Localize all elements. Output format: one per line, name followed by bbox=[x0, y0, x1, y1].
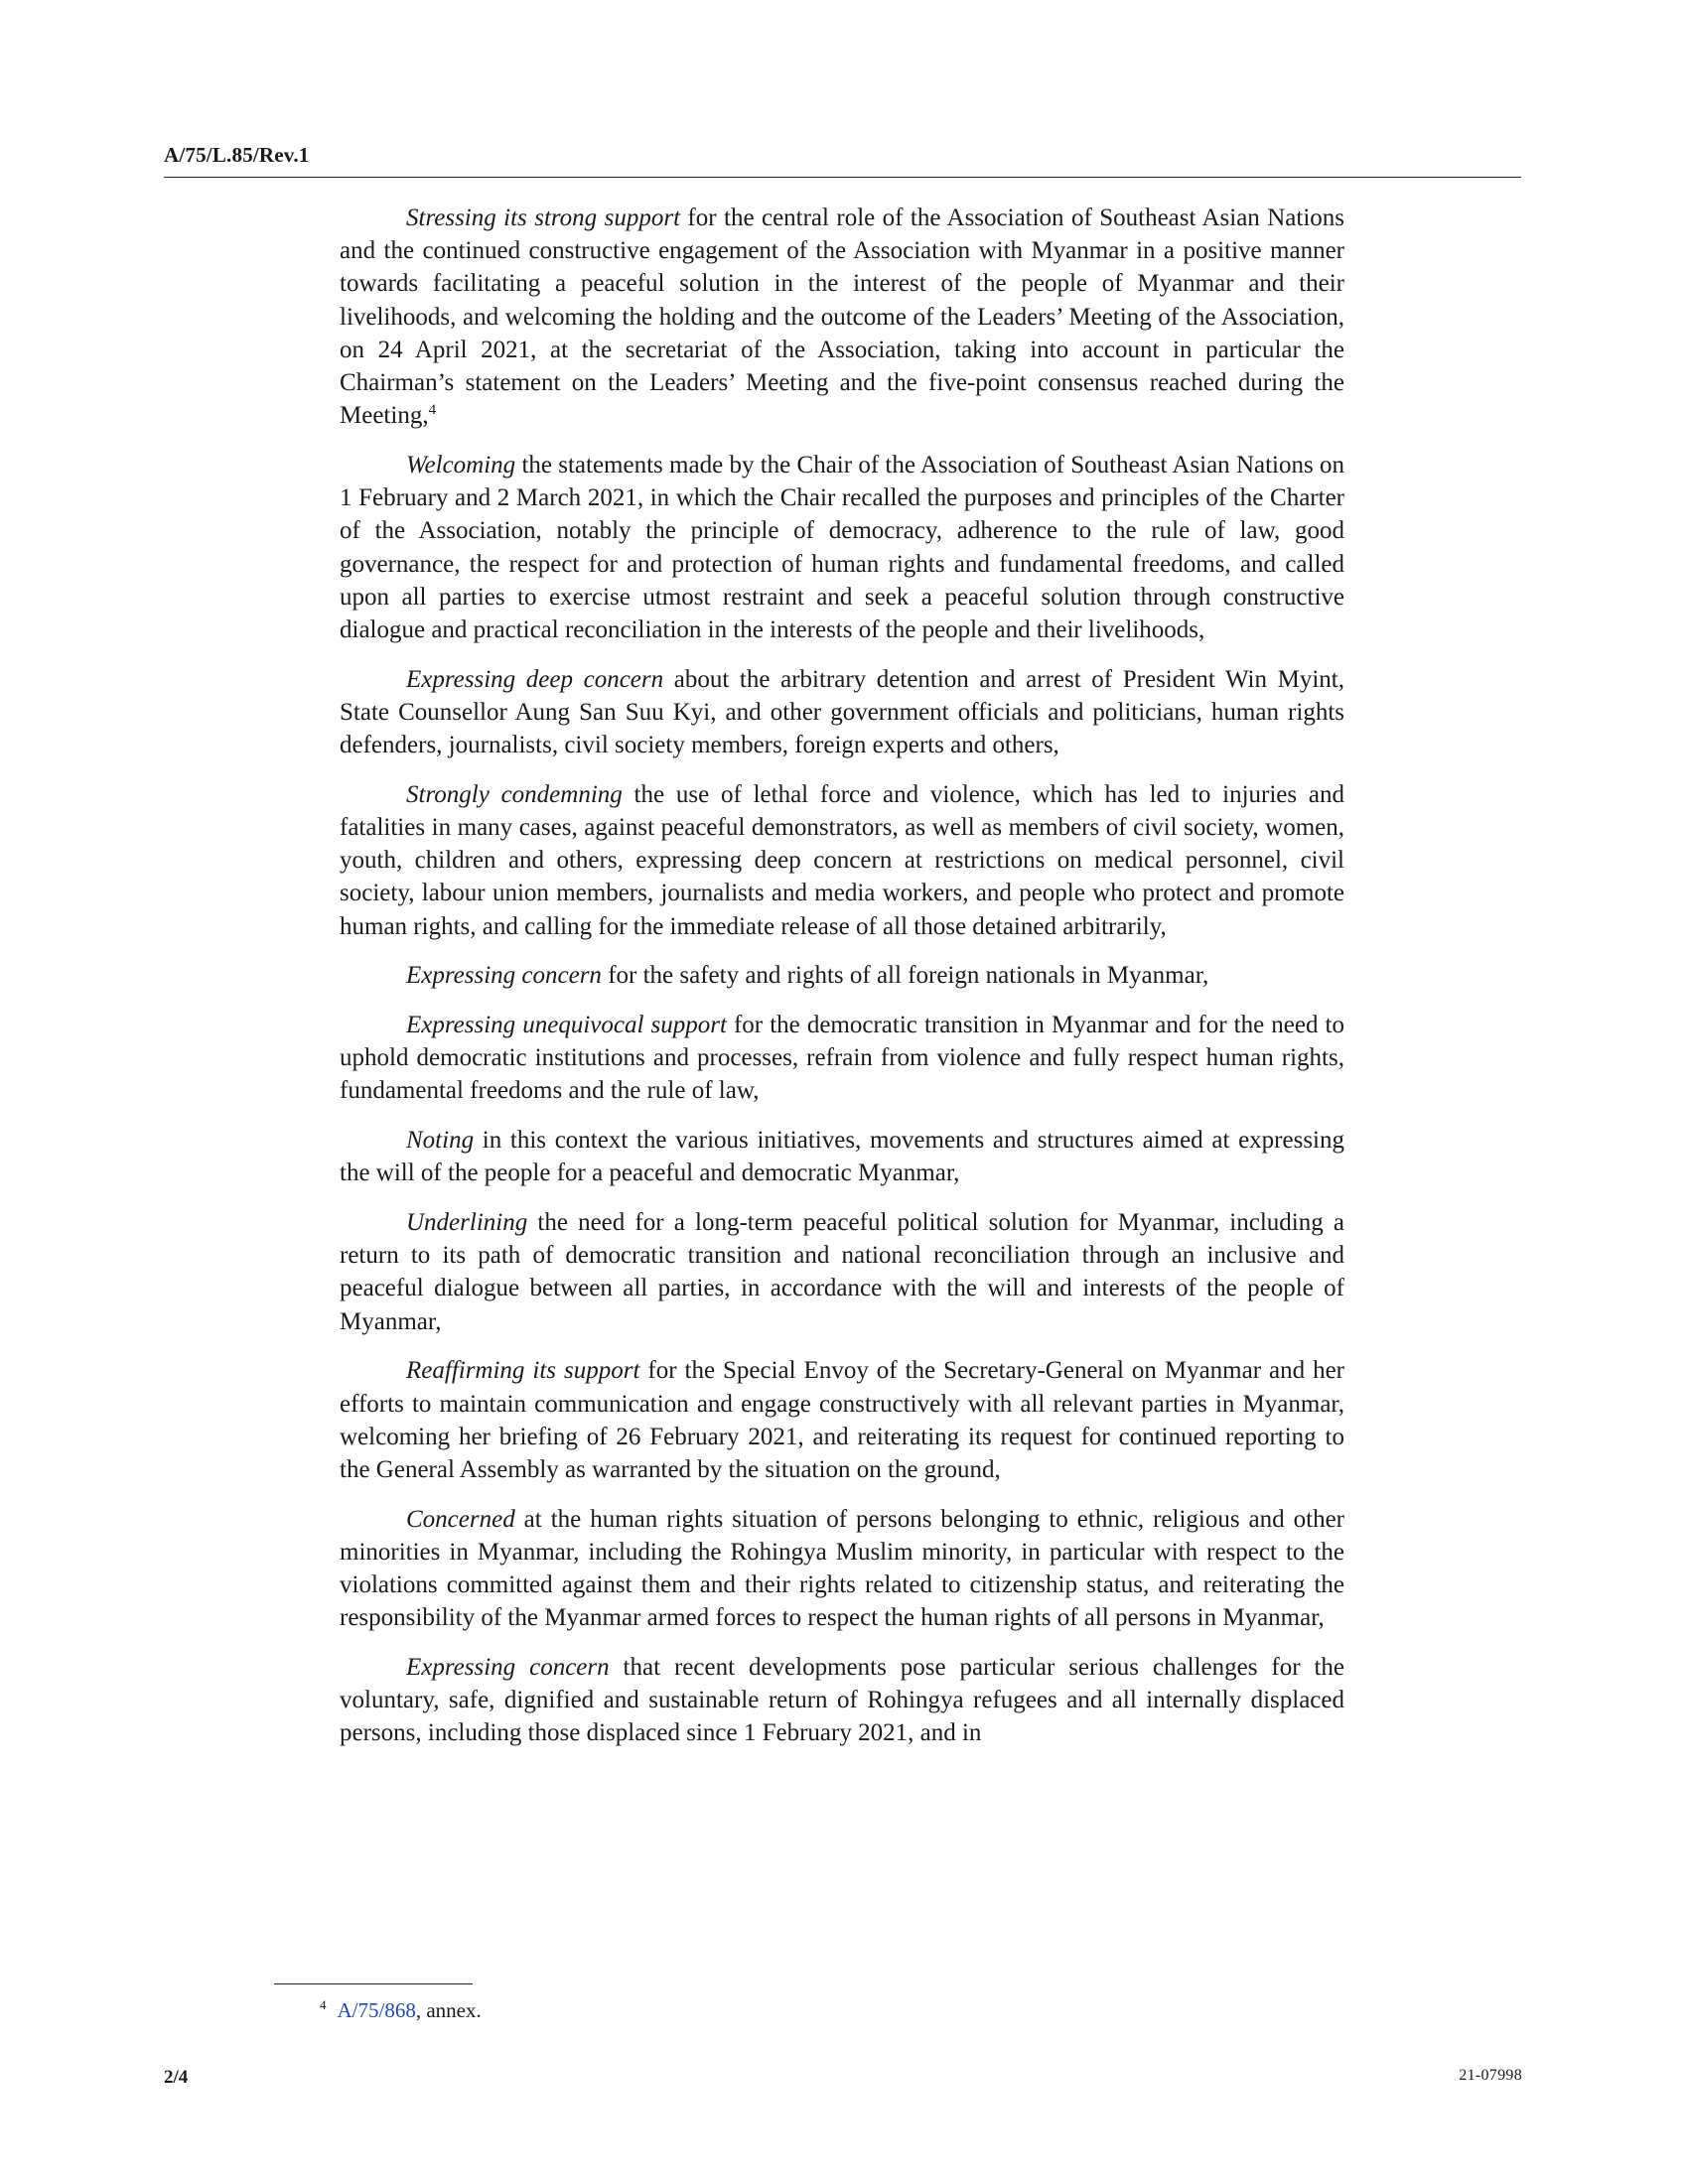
paragraph-lead: Expressing deep concern bbox=[406, 665, 664, 693]
paragraph-text: about the arbitrary detention and arrest of President Win Myint, State Counsellor Aung San Suu Kyi, and other government officials and politicians, human rights defenders, journalists, civil society members, foreign experts and others, bbox=[340, 665, 1344, 759]
paragraph-lead: Expressing unequivocal support bbox=[406, 1011, 727, 1038]
paragraph-underlining bbox=[340, 1206, 1344, 1338]
paragraph-text: the need for a long-term peaceful political solution for Myanmar, including a return to its path of democratic transition and national reconciliation through an inclusive and peaceful dialogue between all parties, in accordance with the will and interests of the people of Myanmar, bbox=[340, 1208, 1344, 1335]
footnote-number: 4 bbox=[320, 1997, 327, 2012]
paragraph-lead: Expressing concern bbox=[406, 962, 602, 990]
paragraph-text: for the Special Envoy of the Secretary-General on Myanmar and her efforts to maintain communication and engage constructively with all relevant parties in Myanmar, welcoming her briefing of 26 February 2021, and reiterating its request for continued reporting to the General Assembly as warranted by the situation on the ground, bbox=[340, 1357, 1344, 1483]
footnote-reference[interactable]: 4 bbox=[428, 402, 437, 419]
paragraph-foreign-nationals bbox=[340, 959, 1344, 992]
paragraph-text: in this context the various initiatives, movements and structures aimed at expressing the will of the people for a peaceful and democratic Myanmar, bbox=[340, 1127, 1344, 1187]
paragraph-noting bbox=[340, 1124, 1344, 1189]
paragraph-condemning bbox=[340, 778, 1344, 943]
paragraph-lead: Underlining bbox=[406, 1208, 528, 1236]
document-number: 21-07998 bbox=[1459, 2067, 1522, 2084]
paragraph-special-envoy bbox=[340, 1354, 1344, 1486]
paragraph-text: the use of lethal force and violence, which has led to injuries and fatalities in many cases, against peaceful demonstrators, as well as members of civil society, women, youth, children and others, expressing deep concern at restrictions on medical personnel, civil society, labour union members, journalists and media workers, and people who protect and promote human rights, and calling for the immediate release of all those detained arbitrarily, bbox=[340, 780, 1344, 940]
paragraph-lead: Noting bbox=[406, 1127, 475, 1155]
document-symbol: A/75/L.85/Rev.1 bbox=[164, 143, 310, 167]
footnote bbox=[320, 1997, 482, 2023]
header-divider bbox=[164, 177, 1521, 178]
footnote-text: , annex. bbox=[415, 1998, 482, 2022]
paragraph-lead: Concerned bbox=[406, 1505, 515, 1533]
paragraph-text: for the safety and rights of all foreign nationals in Myanmar, bbox=[601, 962, 1209, 990]
paragraph-deep-concern bbox=[340, 663, 1344, 762]
page-number: 2/4 bbox=[164, 2067, 189, 2088]
footnote-divider bbox=[274, 1983, 473, 1984]
paragraph-minorities bbox=[340, 1503, 1344, 1635]
paragraph-refugee-return bbox=[340, 1651, 1344, 1750]
paragraph-welcoming bbox=[340, 449, 1344, 646]
paragraph-lead: Welcoming bbox=[406, 451, 516, 478]
paragraph-lead: Expressing concern bbox=[406, 1653, 610, 1681]
paragraph-text: for the democratic transition in Myanmar and for the need to uphold democratic institutions and processes, refrain from violence and fully respect human rights, fundamental freedoms and the rule of law, bbox=[340, 1011, 1344, 1105]
paragraph-lead: Reaffirming its support bbox=[406, 1357, 640, 1385]
paragraph-asean-support bbox=[340, 202, 1344, 432]
paragraph-text: that recent developments pose particular serious challenges for the voluntary, safe, dignified and sustainable return of Rohingya refugees and all internally displaced persons, including those displaced since 1 February 2021, and in bbox=[340, 1653, 1345, 1747]
paragraph-lead: Stressing its strong support bbox=[406, 205, 681, 231]
paragraph-democratic-transition bbox=[340, 1009, 1344, 1108]
document-body bbox=[340, 202, 1344, 1766]
paragraph-text: for the central role of the Association of Southeast Asian Nations and the continued constructive engagement of the Association with Myanmar in a positive manner towards facilitating a peaceful solution in the interest of the people of Myanmar and their livelihoods, and welcoming the holding and the outcome of the Leaders’ Meeting of the Association, on 24 April 2021, at the secretariat of the Association, taking into account in particular the Chairman’s statement on the Leaders’ Meeting and the five-point consensus reached during the Meeting, bbox=[340, 205, 1344, 430]
paragraph-text: at the human rights situation of persons belonging to ethnic, religious and other minorities in Myanmar, including the Rohingya Muslim minority, in particular with respect to the violations committed against them and their rights related to citizenship status, and reiterating the responsibility of the Myanmar armed forces to respect the human rights of all persons in Myanmar, bbox=[340, 1505, 1344, 1632]
paragraph-lead: Strongly condemning bbox=[406, 780, 623, 808]
footnote-document-link[interactable]: A/75/868 bbox=[337, 1998, 416, 2022]
paragraph-text: the statements made by the Chair of the Association of Southeast Asian Nations on 1 February and 2 March 2021, in which the Chair recalled the purposes and principles of the Charter of the Association, notably the principle of democracy, adherence to the rule of law, good governance, the respect for and protection of human rights and fundamental freedoms, and called upon all parties to exercise utmost restraint and seek a peaceful solution through constructive dialogue and practical reconciliation in the interests of the people and their livelihoods, bbox=[340, 451, 1344, 643]
